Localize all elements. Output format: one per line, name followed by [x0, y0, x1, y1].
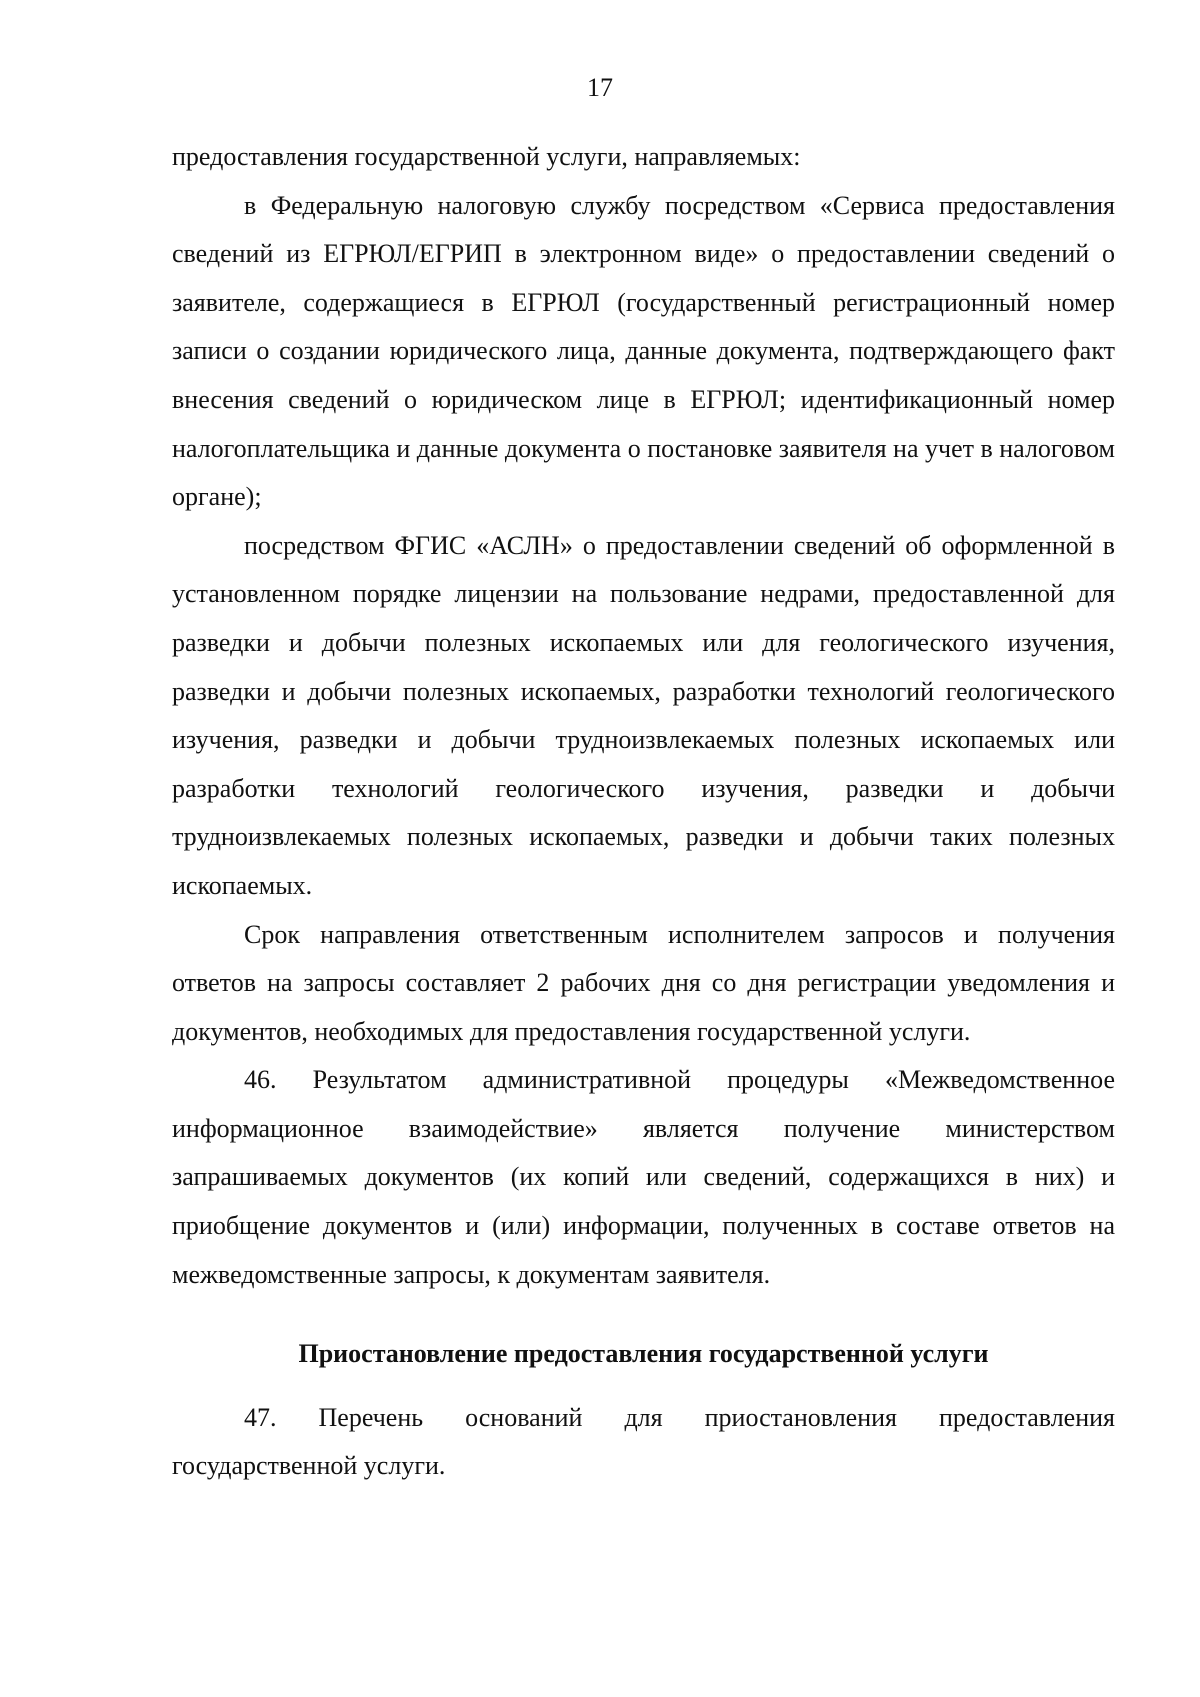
- paragraph-asln-request: посредством ФГИС «АСЛН» о предоставлении сведений об оформленной в установленном порядке лицензии на пользование недрами, предоставленной для разведки и добычи полезных ископаемых или для геологического изучения, разведки и добычи полезных ископаемых, разработки технологий геологического изучения, разведки и добычи трудноизвлекаемых полезных ископаемых или разработки технологий геологического изучения, разведки и добычи трудноизвлекаемых полезных ископаемых, разведки и добычи таких полезных ископаемых.: [172, 530, 1115, 900]
- page-number: 17: [587, 73, 613, 102]
- paragraph-item-47: 47. Перечень оснований для приостановления предоставления государственной услуги.: [172, 1402, 1115, 1481]
- paragraph-request-deadline: Срок направления ответственным исполнителем запросов и получения ответов на запросы составляет 2 рабочих дня со дня регистрации уведомления и документов, необходимых для предоставления государственной услуги.: [172, 919, 1115, 1046]
- paragraph-fns-request: в Федеральную налоговую службу посредством «Сервиса предоставления сведений из ЕГРЮЛ/ЕГРИП в электронном виде» о предоставлении сведений о заявителе, содержащиеся в ЕГРЮЛ (государственный регистрационный номер записи о создании юридического лица, данные документа, подтверждающего факт внесения сведений о юридическом лице в ЕГРЮЛ; идентификационный номер налогоплательщика и данные документа о постановке заявителя на учет в налоговом органе);: [172, 190, 1115, 512]
- document-body: [172, 133, 1115, 1491]
- section-heading: Приостановление предоставления государственной услуги: [298, 1339, 989, 1369]
- paragraph-item-46: 46. Результатом административной процедуры «Межведомственное информационное взаимодействие» является получение министерством запрашиваемых документов (их копий или сведений, содержащихся в них) и приобщение документов и (или) информации, полученных в составе ответов на межведомственные запросы, к документам заявителя.: [172, 1065, 1115, 1289]
- paragraph-continuation: предоставления государственной услуги, направляемых:: [172, 142, 801, 171]
